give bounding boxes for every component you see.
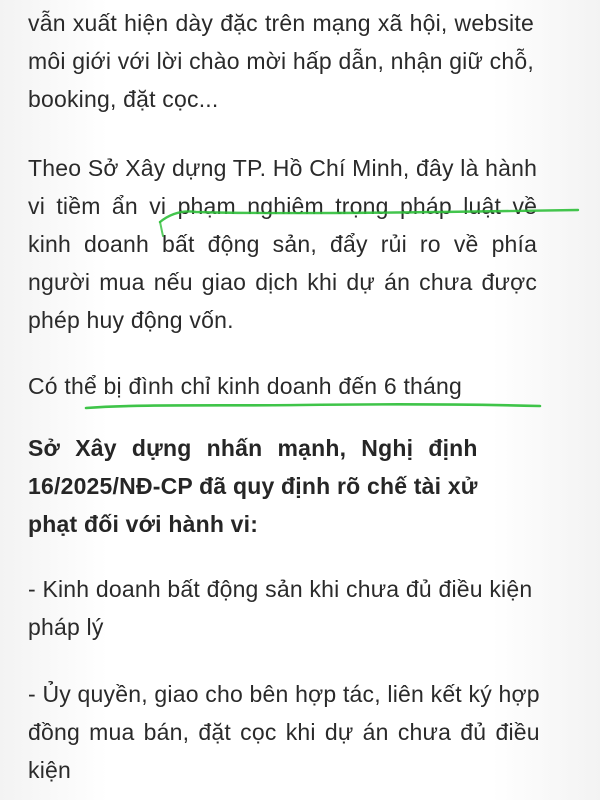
- text-line: Theo Sở Xây dựng TP. Hồ Chí Minh, đây là hành: [28, 155, 538, 181]
- text-line: vi tiềm ẩn vi phạm nghiêm trọng pháp luật về: [28, 193, 538, 219]
- text-line: - Kinh doanh bất động sản khi chưa đủ điều kiện: [28, 576, 533, 602]
- text-line: pháp lý: [28, 614, 104, 640]
- section-heading: [28, 367, 462, 405]
- text-line: đồng mua bán, đặt cọc khi dự án chưa đủ điều: [28, 719, 540, 745]
- text-line: kinh doanh bất động sản, đẩy rủi ro về phía: [28, 231, 538, 257]
- text-line: booking, đặt cọc...: [28, 86, 219, 112]
- text-line: vẫn xuất hiện dày đặc trên mạng xã hội, website: [28, 10, 534, 36]
- heading-text: Có thể bị đình chỉ kinh doanh đến 6 tháng: [28, 373, 463, 399]
- list-item: [28, 570, 532, 646]
- text-line: 16/2025/NĐ-CP đã quy định rõ chế tài xử: [28, 473, 478, 499]
- paragraph-decree: [28, 429, 478, 543]
- list-item: [28, 675, 540, 789]
- text-line: môi giới với lời chào mời hấp dẫn, nhận giữ chỗ,: [28, 48, 534, 74]
- text-line: Sở Xây dựng nhấn mạnh, Nghị định: [28, 435, 478, 461]
- text-line: - Ủy quyền, giao cho bên hợp tác, liên kết ký hợp: [28, 681, 540, 707]
- text-line: phạt đối với hành vi:: [28, 511, 259, 537]
- text-line: kiện: [28, 757, 71, 783]
- text-line: phép huy động vốn.: [28, 307, 234, 333]
- paragraph-intro: [28, 4, 534, 118]
- text-line: người mua nếu giao dịch khi dự án chưa được: [28, 269, 538, 295]
- paragraph-department-statement: [28, 149, 537, 339]
